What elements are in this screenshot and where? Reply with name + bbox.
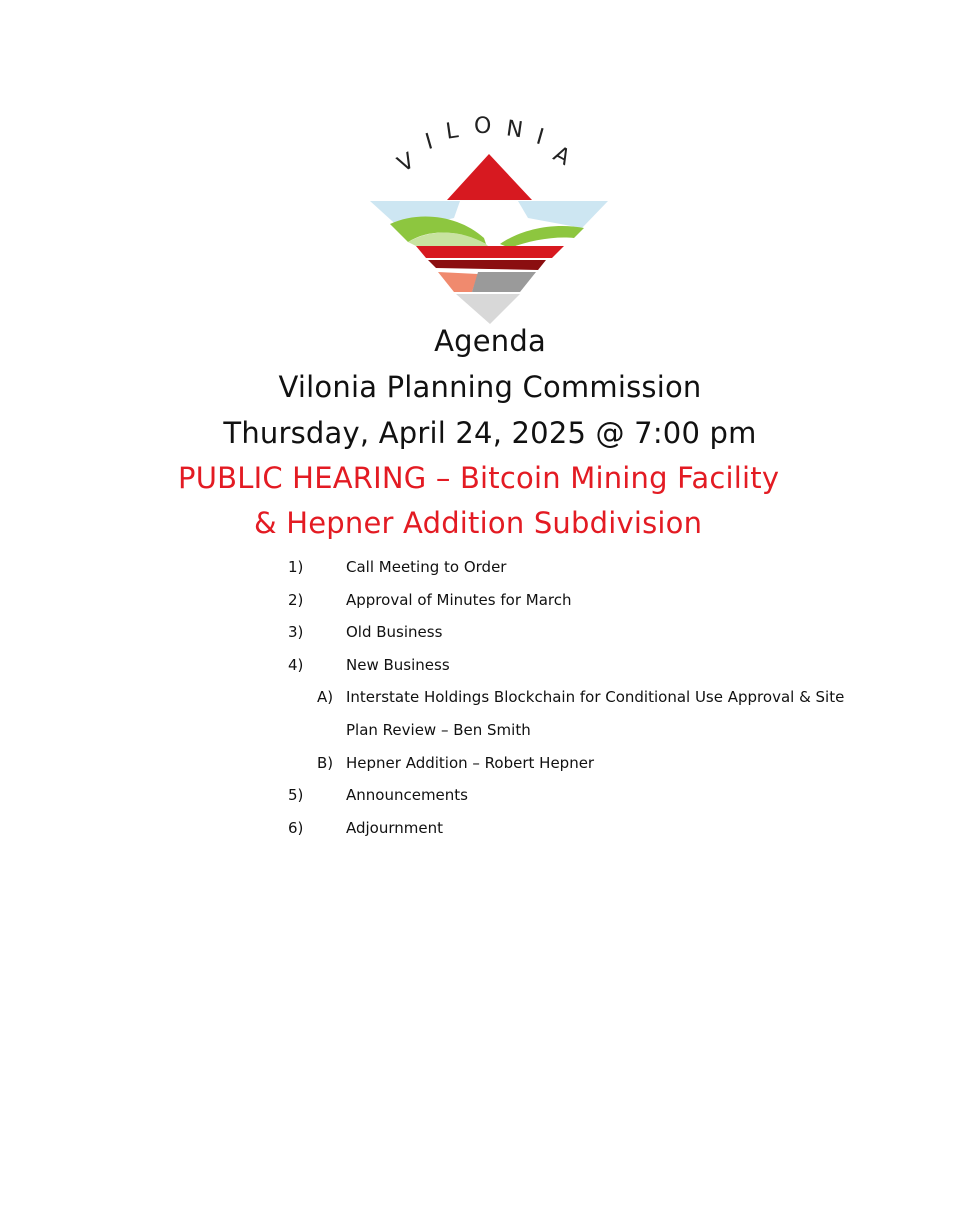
- meeting-datetime: Thursday, April 24, 2025 @ 7:00 pm: [223, 416, 757, 450]
- item-number: 1): [288, 558, 304, 576]
- item-number: 2): [288, 591, 304, 609]
- svg-text:N: N: [504, 116, 525, 144]
- item-text: Old Business: [346, 623, 443, 641]
- svg-text:A: A: [549, 141, 575, 171]
- svg-text:L: L: [444, 118, 460, 145]
- item-text: Announcements: [346, 786, 468, 804]
- subitem-letter: B): [317, 754, 334, 772]
- vilonia-logo: [360, 112, 620, 327]
- svg-text:I: I: [533, 124, 547, 151]
- agenda-title: Agenda: [434, 324, 546, 358]
- subitem-text-continued: Plan Review – Ben Smith: [346, 721, 531, 739]
- subitem-letter: A): [317, 688, 334, 706]
- subitem-text: Interstate Holdings Blockchain for Conditional Use Approval & Site: [346, 688, 845, 706]
- svg-text:V: V: [393, 148, 419, 178]
- logo-salmon-shape: [438, 272, 478, 292]
- item-text: Adjournment: [346, 819, 444, 837]
- item-text: Approval of Minutes for March: [346, 591, 572, 609]
- logo-red-triangle: [447, 154, 532, 200]
- item-number: 4): [288, 656, 304, 674]
- logo-gray-band: [472, 272, 536, 292]
- logo-green-right: [500, 226, 584, 248]
- public-hearing-line-1: PUBLIC HEARING – Bitcoin Mining Facility: [178, 461, 780, 495]
- commission-name: Vilonia Planning Commission: [278, 370, 702, 404]
- logo-lightgray-tip: [456, 294, 520, 324]
- item-number: 6): [288, 819, 304, 837]
- logo-darkred-band: [428, 260, 546, 270]
- svg-text:O: O: [474, 114, 492, 139]
- subitem-text: Hepner Addition – Robert Hepner: [346, 754, 595, 772]
- logo-red-band: [416, 246, 564, 258]
- svg-text:I: I: [422, 129, 436, 156]
- item-number: 3): [288, 623, 304, 641]
- item-text: Call Meeting to Order: [346, 558, 507, 576]
- item-text: New Business: [346, 656, 450, 674]
- public-hearing-line-2: & Hepner Addition Subdivision: [254, 506, 703, 540]
- logo-sky-right: [518, 201, 608, 228]
- item-number: 5): [288, 786, 304, 804]
